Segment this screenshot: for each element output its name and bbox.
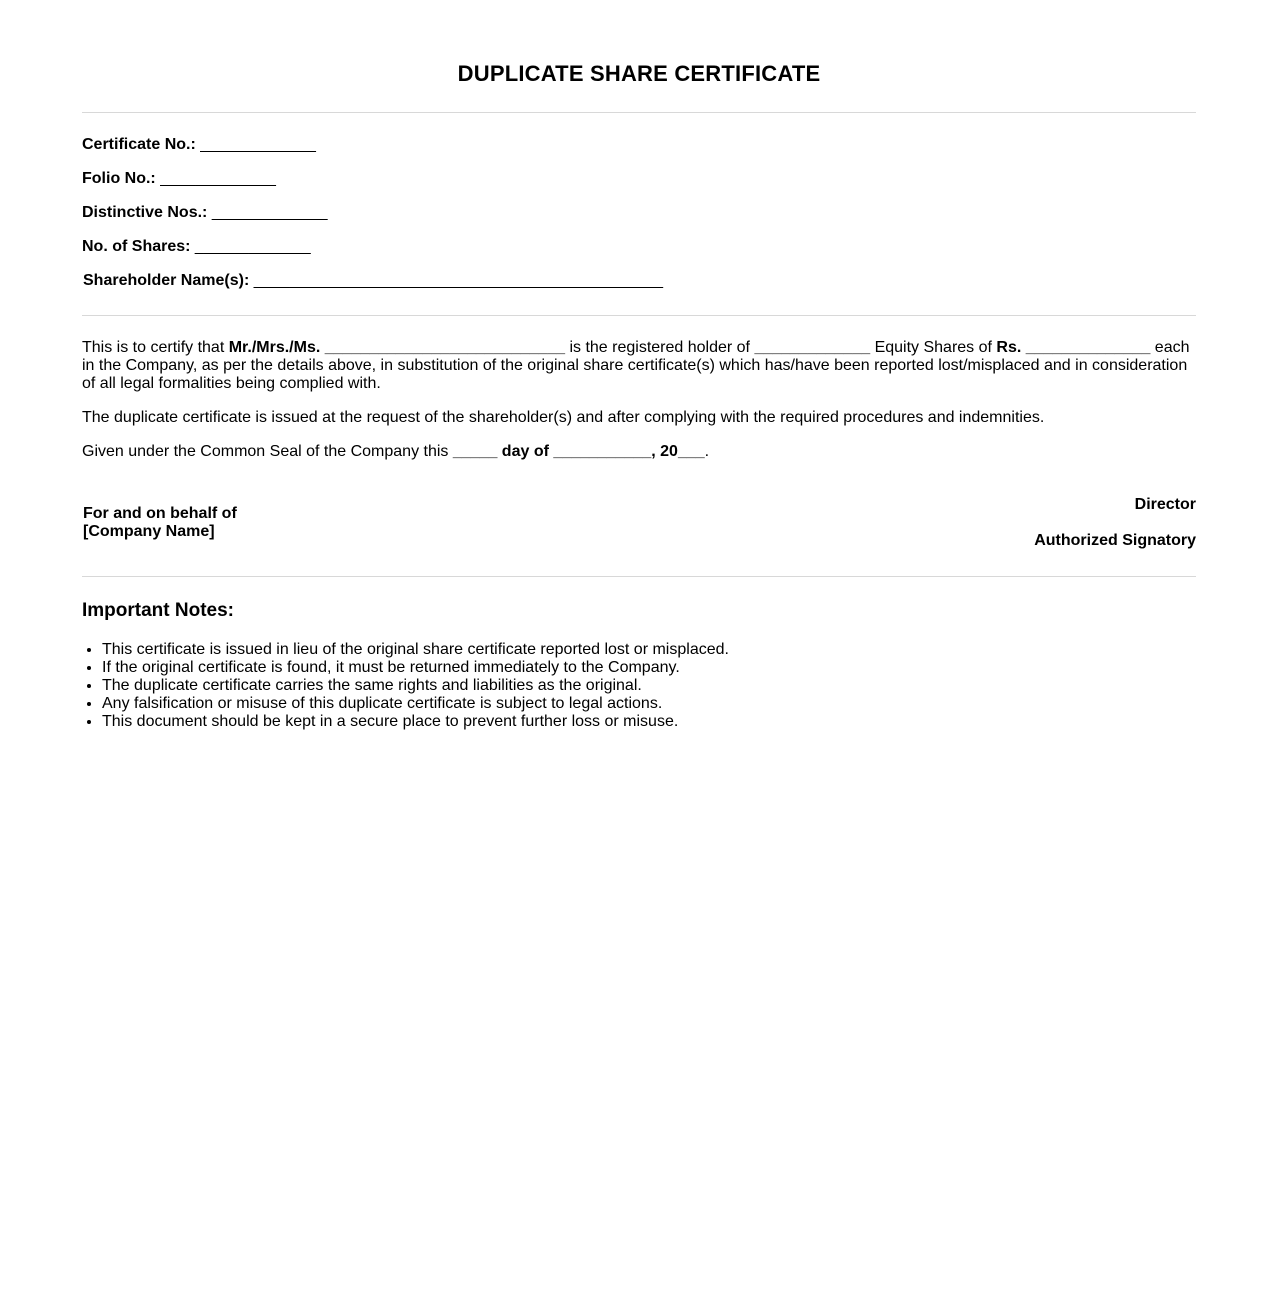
authorized-signatory-label: Authorized Signatory	[1034, 532, 1196, 549]
field-label: Distinctive Nos.:	[82, 204, 208, 221]
blank-line: _____________	[160, 170, 276, 187]
currency: Rs.	[996, 339, 1022, 356]
notes-heading: Important Notes:	[82, 600, 234, 621]
year-prefix: , 20	[651, 443, 678, 460]
day-blank: _____	[452, 443, 498, 460]
company-name-placeholder: [Company Name]	[83, 523, 215, 540]
list-item: • If the original certificate is found, it must be returned immediately to the Company.	[102, 659, 729, 677]
company-signature-block	[83, 505, 237, 541]
equity-text: Equity Shares of	[870, 339, 997, 356]
certify-intro: This is to certify that	[82, 339, 229, 356]
field-label: Shareholder Name(s):	[83, 272, 250, 289]
day-of-text: day of	[497, 443, 554, 460]
divider	[82, 315, 1196, 316]
no-of-shares-field	[82, 237, 311, 257]
certificate-no-field	[82, 135, 316, 155]
month-blank: ___________	[553, 443, 652, 460]
honorific: Mr./Mrs./Ms.	[228, 339, 321, 356]
blank-line: _____________	[194, 238, 311, 255]
field-label: Folio No.:	[82, 170, 156, 187]
blank-line: _____________	[200, 136, 316, 153]
certification-paragraph	[82, 339, 1196, 393]
shares-blank: _____________	[754, 339, 871, 356]
value-blank: ______________	[1021, 339, 1151, 356]
shareholder-name-field	[83, 271, 663, 291]
request-paragraph: The duplicate certificate is issued at the request of the shareholder(s) and after complying with the required procedures and indemnities.	[82, 409, 1045, 426]
distinctive-nos-field	[82, 203, 328, 223]
blank-line: ______________________________________________	[253, 272, 664, 289]
folio-no-field	[82, 169, 276, 189]
field-label: No. of Shares:	[82, 238, 191, 255]
list-item: • Any falsification or misuse of this duplicate certificate is subject to legal actions.	[102, 695, 729, 713]
seal-intro: Given under the Common Seal of the Company this	[82, 443, 453, 460]
blank-line: _____________	[211, 204, 328, 221]
divider	[82, 576, 1196, 577]
divider	[82, 112, 1196, 113]
notes-list	[82, 641, 729, 731]
seal-end: .	[704, 443, 710, 460]
holder-text: is the registered holder of	[565, 339, 755, 356]
field-label: Certificate No.:	[82, 136, 196, 153]
list-item: • This document should be kept in a secure place to prevent further loss or misuse.	[102, 713, 729, 731]
page-title: DUPLICATE SHARE CERTIFICATE	[457, 61, 821, 86]
list-item: • The duplicate certificate carries the same rights and liabilities as the original.	[102, 677, 729, 695]
seal-paragraph	[82, 443, 1196, 461]
behalf-line: For and on behalf of	[83, 505, 237, 522]
certify-rest: each in the Company, as per the details above, in substitution of the original share certificate(s) which has/have been reported lost/misplaced and in consideration of all legal formalities being complied with.	[82, 339, 1190, 392]
list-item: • This certificate is issued in lieu of the original share certificate reported lost or misplaced.	[102, 641, 729, 659]
name-blank: ___________________________	[320, 339, 565, 356]
year-blank: ___	[677, 443, 705, 460]
director-label: Director	[1134, 496, 1196, 513]
